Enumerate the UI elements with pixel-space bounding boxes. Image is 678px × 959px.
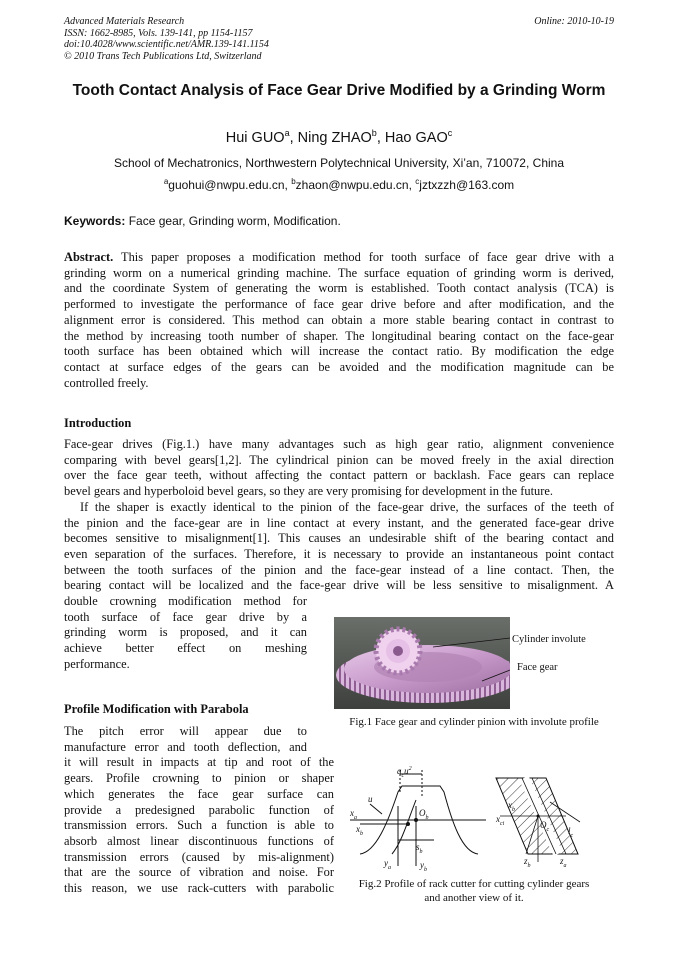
profile-line: provide a predesigned parabolic function of [64,802,334,817]
email-mark: b [291,177,296,186]
intro-line: becomes sensitive to misalignment[1]. This causes an undesirable shift of the bearing contact and [64,531,614,546]
intro-line: achieve better effect on meshing [64,641,307,656]
intro-line: tooth surface of face gear drive by a [64,609,307,624]
pinion-gear [376,629,420,673]
diagram-label: $O_c$ [540,820,550,833]
abstract-line: and the coordinate System of generating the worm is established. Tooth contact analysis (TCA) is [64,281,614,296]
profile-line: absorb almost linear discontinuous functions of [64,833,334,848]
figure2-caption-line: and another view of it. [424,892,524,904]
doi-line[interactable]: doi:10.4028/www.scientific.net/AMR.139-141.1154 [64,39,269,50]
intro-line: over the face gear teeth, without affecting the contact pattern or backlash. Face gears can replace [64,468,614,483]
abstract-line: controlled freely. [64,375,149,390]
abstract-line: contact at surface edges of the gears can be avoided and the modification magnitude can be [64,359,614,374]
diagram-label: $z_b$ [524,856,531,869]
intro-line: performance. [64,656,130,671]
rack-diagram-labels [346,762,614,876]
abstract-line: tooth surface has been obtained which will increase the contact ratio. By modification the edge [64,344,614,359]
email-mark: c [415,177,420,186]
diagram-label: $y_b$ [420,860,427,873]
introduction-narrow [64,594,307,673]
profile-line: it will result in impacts at tip and root of the [64,755,334,770]
intro-line: double crowning modification method for [64,594,307,608]
email-list: $^a$guohui@nwpu.edu.cn, $^b$zhaon@nwpu.edu.cn, $^c$jztxzzh@163.com [163,177,515,192]
figure2-caption [334,877,614,905]
online-date: Online: 2010-10-19 [534,16,614,27]
face-gear-photo [334,617,510,709]
intro-line: bevel gears and hyperboloid bevel gears, so they are very promising for development in the future. [64,484,553,499]
figure2-caption-line: Fig.2 Profile of rack cutter for cutting cylinder gears [358,878,590,890]
introduction-body [64,437,614,594]
profile-line: this reason, we use rack-cutters with parabolic [64,881,334,896]
email-mark: a [163,177,169,186]
affiliation: School of Mechatronics, Northwestern Polytechnical University, Xi’an, 710072, China [114,156,564,170]
journal-name: Advanced Materials Research [64,16,185,27]
diagram-label: $x_a$ [350,808,357,821]
profile-line: manufacture error and tooth deflection, and [64,739,307,754]
intro-line: If the shaper is exactly identical to the pinion of the face-gear drive, the surfaces of the teeth of [80,499,614,514]
intro-line: comparing with bevel gears[1,2]. The cylindrical pinion can be moved freely in the axial direction [64,452,614,467]
diagram-label: $x_{ci}$ [496,814,505,827]
label-face-gear: Face gear [517,662,558,673]
abstract-line: grinding worm on a numerical grinding machine. The surface equation of grinding worm is derived, [64,265,614,280]
diagram-label: $O_b$ [419,808,429,821]
label-cylinder-involute: Cylinder involute [512,634,586,645]
abstract [64,250,614,391]
intro-line: the pinion and the face-gear are in line contact at every instant, and the generated face-gear drive [64,515,614,530]
abstract-line: the method by increasing tooth number of shaper. The longitudinal bearing contact on the face-gear [64,328,614,343]
paper-title: Tooth Contact Analysis of Face Gear Drive Modified by a Grinding Worm [72,82,606,99]
profile-line: transmission errors (caused by mis-alignment) [64,849,334,864]
author-mark: b [371,128,377,138]
keywords [64,214,341,228]
email-address[interactable]: jztxzzh@163.com [419,178,515,192]
email-address[interactable]: zhaon@nwpu.edu.cn [295,178,409,192]
profile-line: transmission errors. Such a function is able to [64,818,334,833]
abstract-line: Abstract. This paper proposes a modification method for tooth surface of face gear drive with a [64,250,614,264]
diagram-label: $y_a$ [384,858,391,871]
diagram-label: $x_b$ [508,800,515,813]
diagram-label: $z_a$ [560,856,567,869]
abstract-line: alignment error is considered. This method can obtain a more stable bearing contact in contrast to [64,312,614,327]
profile-body [64,724,334,897]
intro-line: Face-gear drives (Fig.1.) have many advantages such as high gear ratio, alignment convenience [64,437,614,451]
profile-line: that are the source of vibration and noise. For [64,865,334,880]
intro-line: even separation of the surfaces. Therefore, it is necessary to provide an instantaneous point contact [64,546,614,561]
profile-line: which generates the face gear surface can [64,786,334,801]
email-address[interactable]: guohui@nwpu.edu.cn [168,178,285,192]
author-name: Ning ZHAO [297,129,372,146]
issn-line: ISSN: 1662-8985, Vols. 139-141, pp 1154-1157 [64,27,253,39]
profile-line: The pitch error will appear due to [64,724,307,738]
author-list: Hui GUO$^a$, Ning ZHAO$^b$, Hao GAO$^c$ [225,128,453,146]
abstract-line: performed to investigate the performance of face gear drive before and after modification, and the [64,297,614,312]
author-mark: c [447,128,453,138]
author-mark: a [284,128,290,138]
intro-line: between the tooth surfaces of the pinion and the face-gear instead of a line contact. Then, the [64,562,614,577]
author-name: Hao GAO [384,129,448,146]
introduction-heading: Introduction [64,416,132,430]
author-name: Hui GUO [225,129,285,146]
diagram-label: $x_b$ [356,824,363,837]
figure1-caption: Fig.1 Face gear and cylinder pinion with involute profile [349,716,599,728]
copyright-line: © 2010 Trans Tech Publications Ltd, Switzerland [64,50,262,62]
diagram-label: $l_c$ [568,826,574,839]
diagram-label: $s_b$ [416,842,423,855]
profile-heading: Profile Modification with Parabola [64,702,249,716]
keywords-text: Face gear, Grinding worm, Modification. [128,214,341,228]
diagram-label: $a_cu^2$ [397,766,412,779]
running-header [64,16,269,62]
abstract-label: Abstract. [64,250,114,264]
intro-line: grinding worm is proposed, and it can [64,625,307,640]
profile-line: gears. Profile crowning to pinion or shaper [64,771,334,786]
diagram-label: u [368,794,373,804]
keywords-label: Keywords: [64,214,126,228]
intro-line: bearing contact will be localized and the face-gear drive will be less sensitive to misalignment. A [64,578,614,593]
